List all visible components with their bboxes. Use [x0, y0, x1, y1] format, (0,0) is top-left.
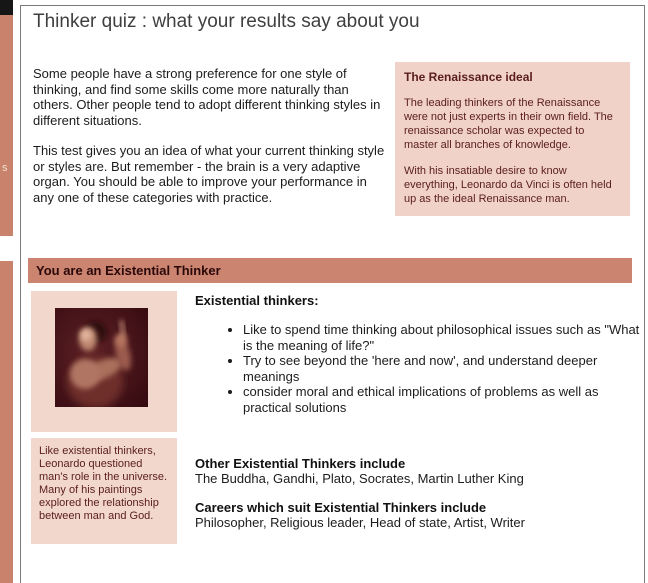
intro-text [33, 66, 389, 220]
intro-paragraph-2: This test gives you an idea of what your current thinking style or styles are. But remember - the brain is a very adaptive organ. You should be able to improve your performance in any one of these categories with practice. [33, 143, 385, 205]
list-item: • consider moral and ethical implications of problems as well as practical solutions [243, 384, 645, 415]
sidebar-cutoff-text: s [2, 162, 8, 174]
existential-traits-list [195, 322, 645, 415]
other-thinkers-list: The Buddha, Gandhi, Plato, Socrates, Martin Luther King [195, 471, 524, 486]
result-banner [28, 258, 632, 283]
sidebar-edge-fragment [0, 15, 13, 583]
leonardo-painting-image [55, 308, 148, 407]
renaissance-ideal-box [395, 62, 630, 216]
intro-paragraph-1: Some people have a strong preference for one style of thinking, and find some skills come more naturally than others. Other people tend to adopt different thinking styles in different situations. [33, 66, 381, 128]
renaissance-box-paragraph-1: The leading thinkers of the Renaissance were not just experts in their own field. The renaissance scholar was expected to master all branches of knowledge. [404, 97, 613, 151]
renaissance-box-title: The Renaissance ideal [404, 70, 533, 84]
list-item: • Like to spend time thinking about philosophical issues such as "What is the meaning of life?" [243, 322, 645, 353]
other-thinkers-heading: Other Existential Thinkers include [195, 456, 406, 471]
portrait-caption: Like existential thinkers, Leonardo questioned man's role in the universe. Many of his paintings explored the relationship between man and God. [31, 438, 177, 544]
page-title: Thinker quiz : what your results say about you [33, 11, 420, 32]
sidebar-gap [0, 236, 13, 261]
result-banner-label: You are an Existential Thinker [36, 263, 221, 278]
careers-list: Philosopher, Religious leader, Head of state, Artist, Writer [195, 515, 525, 530]
left-edge-black-fragment [0, 0, 13, 15]
renaissance-box-paragraph-2: With his insatiable desire to know everything, Leonardo da Vinci is often held up as the ideal Renaissance man. [404, 165, 612, 205]
existential-thinkers-heading: Existential thinkers: [195, 293, 319, 308]
portrait-cell [31, 291, 177, 432]
list-item: • Try to see beyond the 'here and now', and understand deeper meanings [243, 353, 645, 384]
careers-heading: Careers which suit Existential Thinkers include [195, 500, 487, 515]
